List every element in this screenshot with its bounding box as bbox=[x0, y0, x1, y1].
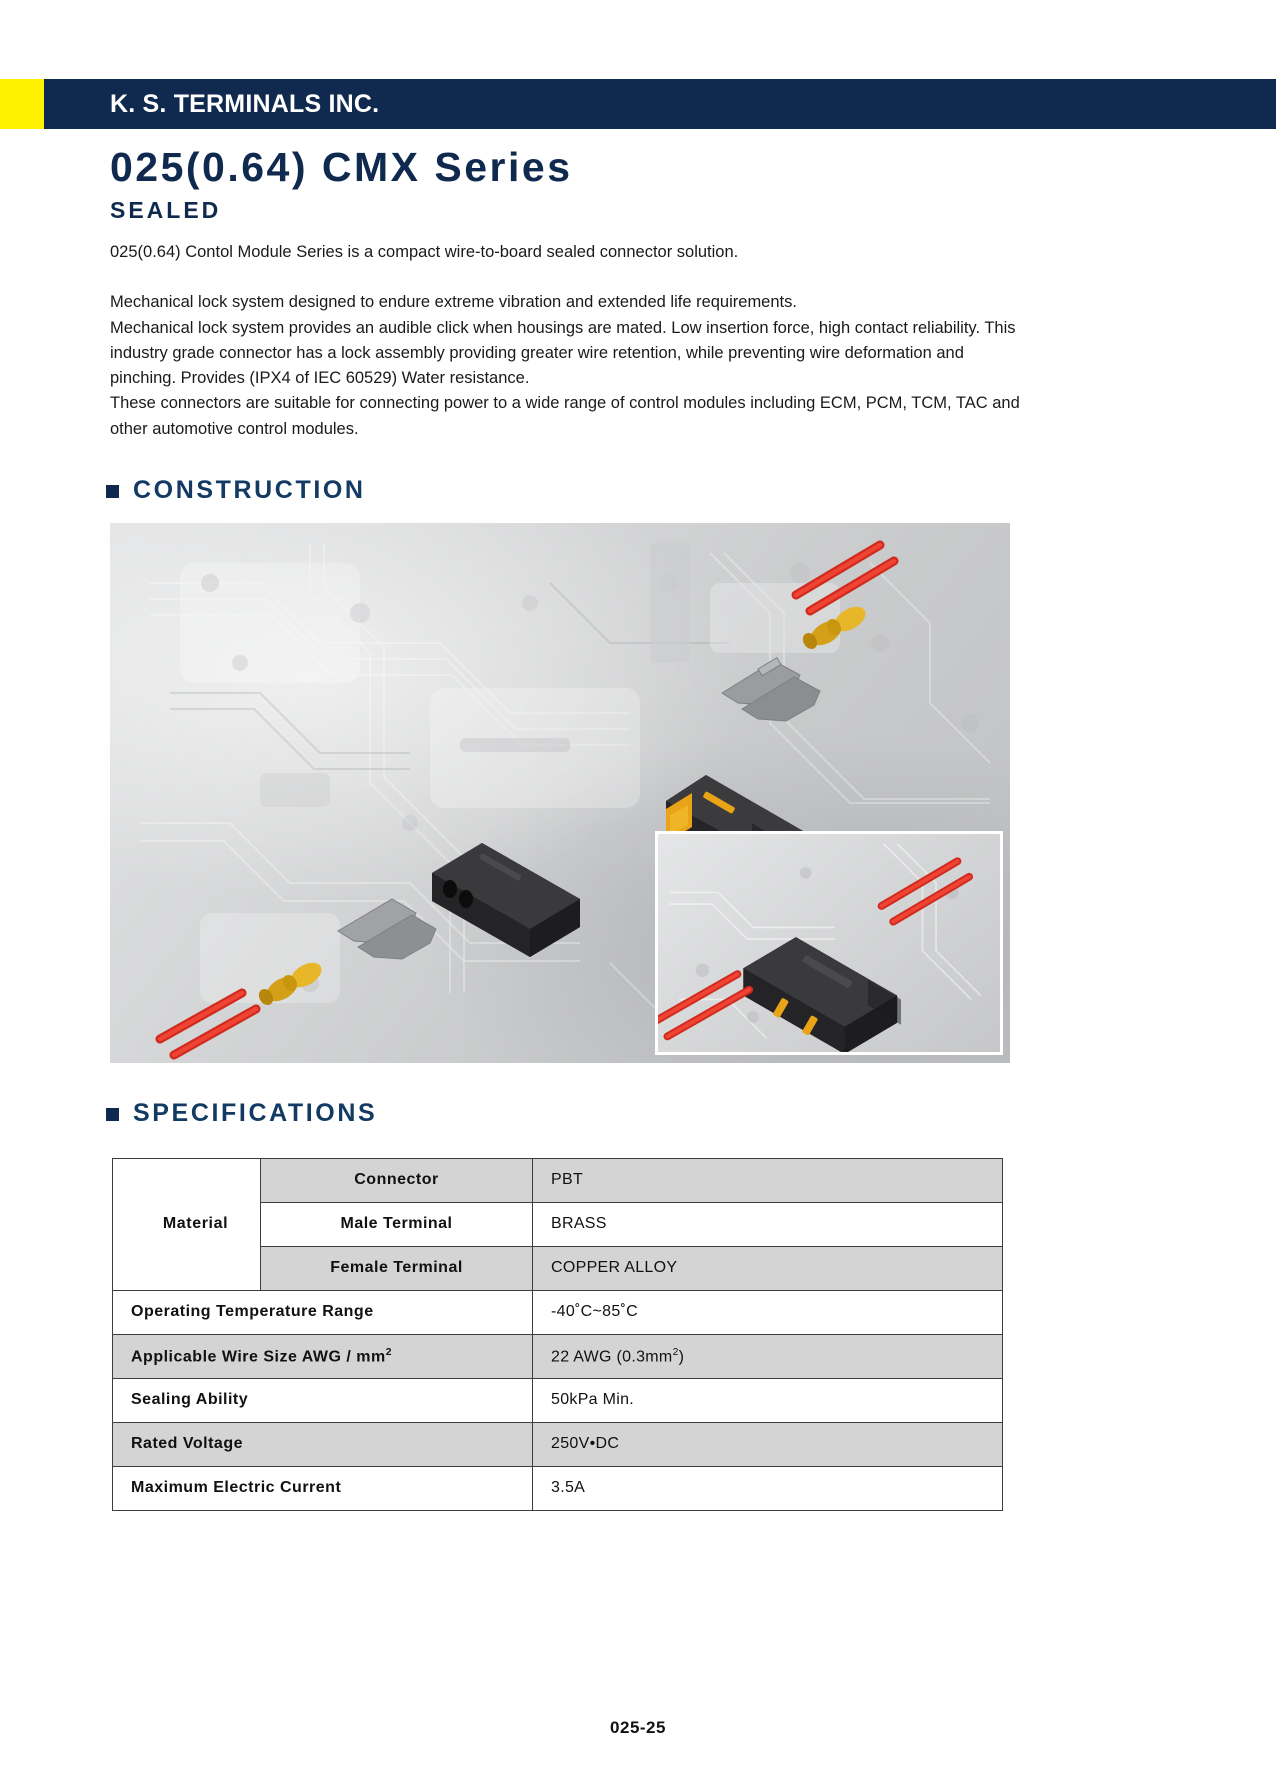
spec-value: BRASS bbox=[533, 1202, 1003, 1246]
wire-pair-top bbox=[796, 545, 894, 611]
spec-key: Female Terminal bbox=[261, 1246, 533, 1290]
wire-pair-bottom bbox=[160, 993, 256, 1055]
table-row bbox=[113, 1334, 1003, 1378]
spec-key-text: Applicable Wire Size AWG / mm bbox=[131, 1348, 386, 1366]
spec-value bbox=[533, 1334, 1003, 1378]
spec-key-superscript: 2 bbox=[385, 1346, 392, 1358]
spec-value: -40˚C~85˚C bbox=[533, 1290, 1003, 1334]
spec-value-text: 22 AWG (0.3mm bbox=[551, 1348, 673, 1366]
table-row bbox=[113, 1466, 1003, 1510]
square-bullet-icon bbox=[106, 1108, 119, 1121]
table-row bbox=[113, 1378, 1003, 1422]
description-block bbox=[110, 290, 1028, 441]
lead-paragraph: 025(0.64) Contol Module Series is a compact wire-to-board sealed connector solution. bbox=[110, 243, 739, 262]
description-line-2: Mechanical lock system provides an audible click when housings are mated. Low insertion force, high contact reliability. This industry grade connector has a lock assembly providing greater wire retention, while preventing wire deformation and pinching. Provides (IPX4 of IEC 60529) Water resistance. bbox=[110, 318, 1016, 388]
description-line-3: These connectors are suitable for connecting power to a wide range of control modules including ECM, PCM, TCM, TAC and other automotive control modules. bbox=[110, 394, 1020, 438]
mated-assembly-inset bbox=[655, 831, 1003, 1055]
company-name: K. S. TERMINALS INC. bbox=[110, 90, 380, 118]
female-terminal-pair bbox=[338, 899, 436, 959]
square-bullet-icon bbox=[106, 485, 119, 498]
table-row bbox=[113, 1158, 1003, 1202]
specifications-table-wrapper bbox=[112, 1158, 1002, 1511]
page-header bbox=[0, 79, 1276, 129]
page-subtitle: SEALED bbox=[110, 197, 222, 224]
spec-key: Male Terminal bbox=[261, 1202, 533, 1246]
page-content bbox=[0, 129, 1276, 1511]
table-row bbox=[113, 1422, 1003, 1466]
spec-key: Sealing Ability bbox=[113, 1378, 533, 1422]
spec-value: 50kPa Min. bbox=[533, 1378, 1003, 1422]
page-title: 025(0.64) CMX Series bbox=[110, 144, 573, 190]
spec-key bbox=[113, 1334, 533, 1378]
specifications-table bbox=[112, 1158, 1003, 1511]
section-label-specifications: SPECIFICATIONS bbox=[133, 1098, 378, 1127]
description-line-1: Mechanical lock system designed to endure extreme vibration and extended life requirements. bbox=[110, 293, 797, 312]
spec-key: Connector bbox=[261, 1158, 533, 1202]
male-terminal-pair bbox=[722, 658, 820, 721]
wire-seal-pair-bottom bbox=[256, 958, 326, 1008]
table-row bbox=[113, 1290, 1003, 1334]
spec-key: Operating Temperature Range bbox=[113, 1290, 533, 1334]
spec-value: PBT bbox=[533, 1158, 1003, 1202]
section-heading-specifications bbox=[106, 1099, 1276, 1128]
material-group-label: Material bbox=[113, 1158, 261, 1290]
section-heading-construction bbox=[106, 476, 1276, 505]
spec-key: Maximum Electric Current bbox=[113, 1466, 533, 1510]
connector-housing-female bbox=[432, 843, 580, 957]
spec-value: 250V•DC bbox=[533, 1422, 1003, 1466]
spec-value: 3.5A bbox=[533, 1466, 1003, 1510]
spec-value: COPPER ALLOY bbox=[533, 1246, 1003, 1290]
spec-value-superscript: 2 bbox=[672, 1346, 679, 1358]
page-number: 025-25 bbox=[610, 1718, 666, 1737]
header-accent-block bbox=[0, 79, 44, 129]
construction-figure bbox=[110, 523, 1010, 1063]
spec-key: Rated Voltage bbox=[113, 1422, 533, 1466]
spec-value-suffix: ) bbox=[678, 1348, 685, 1366]
section-label-construction: CONSTRUCTION bbox=[133, 475, 366, 504]
